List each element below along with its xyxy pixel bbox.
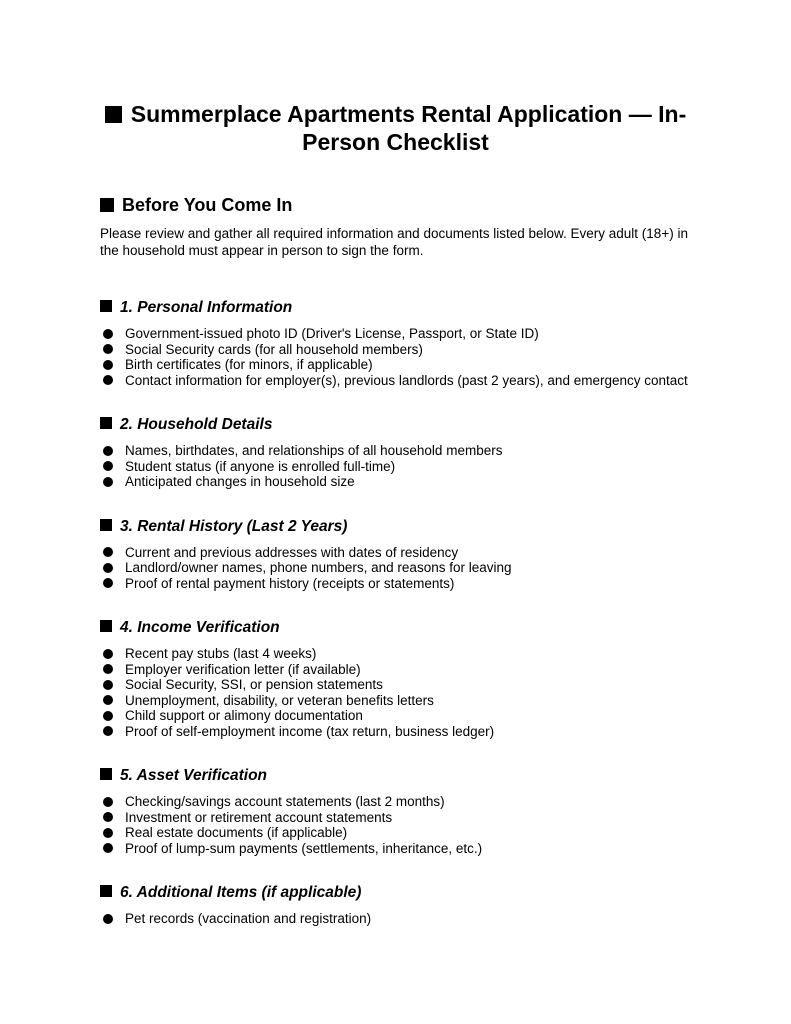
checklist-section — [100, 767, 691, 856]
bullet-icon — [103, 578, 113, 588]
document-title-text: Summerplace Apartments Rental Application — In-Person Checklist — [130, 101, 687, 155]
checklist-item — [100, 342, 691, 358]
checklist-item — [100, 825, 691, 841]
checklist-item-text: Social Security, SSI, or pension statements — [125, 677, 383, 692]
checklist-item-text: Names, birthdates, and relationships of all household members — [125, 443, 503, 458]
checklist-item-text: Recent pay stubs (last 4 weeks) — [125, 646, 317, 661]
checklist-section — [100, 416, 691, 490]
bullet-icon — [103, 664, 113, 674]
checklist-item — [100, 677, 691, 693]
checklist-item-text: Government-issued photo ID (Driver's License, Passport, or State ID) — [125, 326, 539, 341]
black-square-marker-icon — [100, 417, 112, 429]
checklist-item — [100, 326, 691, 342]
checklist — [100, 911, 691, 927]
checklist — [100, 443, 691, 490]
bullet-icon — [103, 812, 113, 822]
document-title — [100, 100, 691, 156]
bullet-icon — [103, 461, 113, 471]
section-heading-text: 1. Personal Information — [120, 299, 293, 316]
section-heading — [100, 767, 691, 784]
section-heading-text: 5. Asset Verification — [120, 767, 268, 784]
bullet-icon — [103, 797, 113, 807]
checklist-section — [100, 619, 691, 739]
section-heading — [100, 884, 691, 901]
bullet-icon — [103, 446, 113, 456]
bullet-icon — [103, 329, 113, 339]
checklist-item-text: Proof of rental payment history (receipts or statements) — [125, 575, 455, 591]
checklist — [100, 545, 691, 592]
black-square-marker-icon — [100, 300, 112, 312]
checklist-item — [100, 545, 691, 561]
bullet-icon — [103, 547, 113, 557]
checklist — [100, 794, 691, 856]
checklist-item — [100, 443, 691, 459]
bullet-icon — [103, 477, 113, 487]
checklist-item-text: Checking/savings account statements (last 2 months) — [125, 794, 445, 809]
section-heading-text: 2. Household Details — [120, 416, 273, 433]
checklist-section — [100, 518, 691, 592]
checklist — [100, 326, 691, 388]
checklist-section — [100, 884, 691, 927]
checklist-item — [100, 693, 691, 709]
section-heading — [100, 416, 691, 433]
bullet-icon — [103, 360, 113, 370]
checklist-item — [100, 459, 691, 475]
checklist-item — [100, 646, 691, 662]
checklist-item — [100, 810, 691, 826]
bullet-icon — [103, 649, 113, 659]
checklist-item-text: Student status (if anyone is enrolled full-time) — [125, 458, 396, 474]
checklist-item-text: Proof of lump-sum payments (settlements, inheritance, etc.) — [125, 840, 483, 856]
bullet-icon — [103, 375, 113, 385]
checklist-item — [100, 357, 691, 373]
bullet-icon — [103, 914, 113, 924]
checklist-item — [100, 474, 691, 490]
checklist-item — [100, 841, 691, 857]
bullet-icon — [103, 843, 113, 853]
section-heading-text: 4. Income Verification — [120, 619, 280, 636]
checklist-item — [100, 576, 691, 592]
intro-heading — [100, 195, 691, 215]
checklist-sections — [100, 299, 691, 927]
checklist-item-text: Pet records (vaccination and registration) — [125, 911, 372, 926]
section-heading — [100, 518, 691, 535]
checklist-item-text: Real estate documents (if applicable) — [125, 825, 348, 840]
checklist-item — [100, 708, 691, 724]
checklist-item — [100, 560, 691, 576]
checklist-item-text: Proof of self-employment income (tax return, business ledger) — [125, 723, 495, 739]
checklist-item-text: Investment or retirement account statements — [125, 809, 393, 825]
black-square-marker-icon — [100, 198, 114, 212]
section-heading-text: 6. Additional Items (if applicable) — [120, 884, 362, 901]
checklist-item-text: Unemployment, disability, or veteran benefits letters — [125, 692, 434, 708]
black-square-marker-icon — [100, 519, 112, 531]
bullet-icon — [103, 695, 113, 705]
bullet-icon — [103, 828, 113, 838]
checklist-section — [100, 299, 691, 388]
checklist-item-text: Anticipated changes in household size — [125, 474, 355, 489]
black-square-marker-icon — [100, 885, 112, 897]
checklist-item-text: Contact information for employer(s), previous landlords (past 2 years), and emergency contact — [125, 372, 688, 388]
checklist-item-text: Current and previous addresses with dates of residency — [125, 544, 459, 560]
bullet-icon — [103, 344, 113, 354]
checklist — [100, 646, 691, 739]
intro-heading-text: Before You Come In — [122, 195, 293, 215]
bullet-icon — [103, 726, 113, 736]
bullet-icon — [103, 711, 113, 721]
checklist-item — [100, 662, 691, 678]
checklist-item — [100, 373, 691, 389]
black-square-marker-icon — [100, 620, 112, 632]
checklist-item-text: Landlord/owner names, phone numbers, and reasons for leaving — [125, 560, 512, 575]
checklist-item-text: Social Security cards (for all household members) — [125, 341, 423, 357]
checklist-item — [100, 724, 691, 740]
checklist-item — [100, 794, 691, 810]
checklist-item-text: Birth certificates (for minors, if applicable) — [125, 357, 373, 372]
checklist-item-text: Employer verification letter (if available) — [125, 661, 361, 677]
black-square-marker-icon — [100, 768, 112, 780]
checklist-item-text: Child support or alimony documentation — [125, 708, 363, 723]
bullet-icon — [103, 563, 113, 573]
bullet-icon — [103, 680, 113, 690]
black-square-marker-icon — [105, 106, 122, 123]
section-heading-text: 3. Rental History (Last 2 Years) — [120, 517, 348, 535]
section-heading — [100, 619, 691, 636]
section-heading — [100, 299, 691, 316]
intro-paragraph: Please review and gather all required information and documents listed below. Every adult (18+) in the household must appear in person to sign the form. — [100, 226, 688, 258]
checklist-item — [100, 911, 691, 927]
